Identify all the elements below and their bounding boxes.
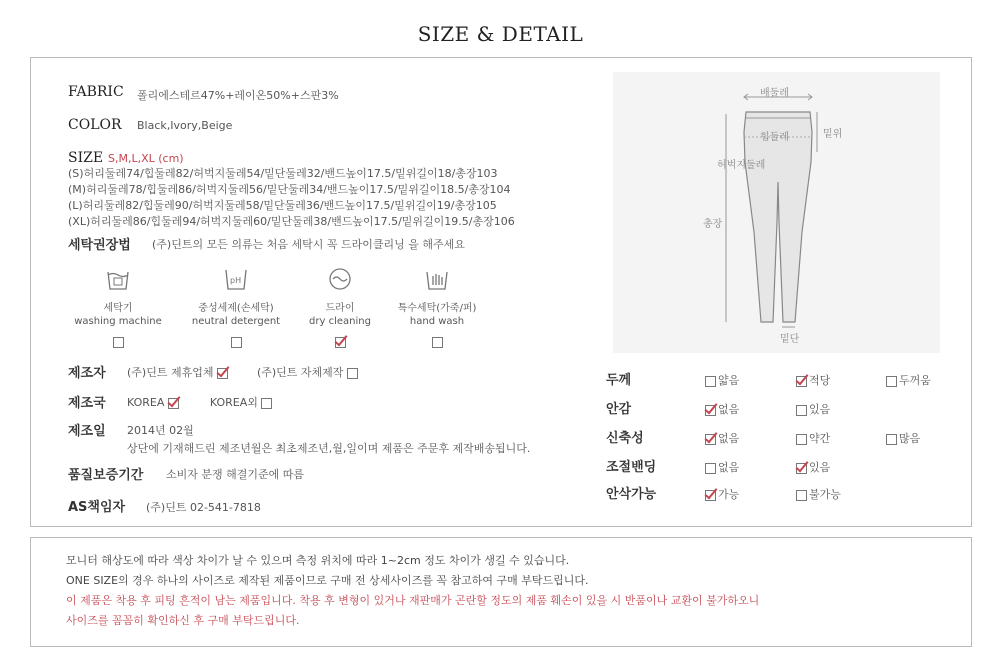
hem-label: 밑단	[780, 334, 800, 345]
prop-option: 얇음	[718, 374, 740, 387]
care-checkbox[interactable]	[335, 337, 346, 348]
leggings-diagram	[613, 72, 940, 353]
prop-option: 약간	[809, 432, 831, 445]
size-line: (S)허리둘레74/힙둘레82/허벅지둘레54/밑단둘레32/밴드높이17.5/밑위길이18/총장103	[68, 167, 498, 180]
color-value: Black,Ivory,Beige	[137, 119, 233, 132]
care-dry-cleaning	[290, 266, 390, 349]
date-label: 제조일	[68, 424, 106, 439]
date-value: 2014년 02월	[127, 424, 194, 437]
fabric-value: 폴리에스테르47%+레이온50%+스판3%	[137, 89, 339, 102]
dry-clean-icon	[327, 266, 353, 292]
prop-option: 있음	[809, 403, 831, 416]
maker-opt2: (주)딘트 자체제작	[256, 366, 344, 379]
prop-option: 없음	[718, 432, 740, 445]
hip-label: 힙둘레	[760, 132, 789, 143]
prop-checkbox[interactable]	[886, 434, 897, 445]
rise-label: 밑위	[823, 129, 843, 140]
country-opt2: KOREA외	[209, 396, 258, 409]
prop-option: 없음	[718, 461, 740, 474]
property-table	[606, 369, 946, 510]
country-options	[127, 394, 272, 410]
prop-label: 안삭가능	[606, 487, 657, 502]
country-label: 제조국	[68, 396, 106, 411]
prop-option: 많음	[899, 432, 921, 445]
prop-checkbox[interactable]	[796, 490, 807, 501]
warranty-value: 소비자 분쟁 해결기준에 따름	[166, 468, 305, 481]
prop-row	[606, 456, 946, 483]
svg-text:pH: pH	[230, 276, 242, 285]
size-value: S,M,L,XL (cm)	[108, 152, 184, 165]
prop-checkbox[interactable]	[705, 434, 716, 445]
maker-options	[127, 364, 358, 380]
washing-machine-icon	[105, 266, 131, 292]
prop-row	[606, 427, 946, 456]
care-neutral-detergent	[186, 266, 286, 349]
ph-icon	[223, 266, 249, 292]
country-opt1-checkbox[interactable]	[168, 398, 179, 409]
hand-wash-icon	[424, 266, 450, 292]
prop-row	[606, 483, 946, 510]
as-label: AS책임자	[68, 500, 126, 515]
prop-option: 있음	[809, 461, 831, 474]
maker-label: 제조자	[68, 366, 106, 381]
date-note: 상단에 기재해드린 제조년월은 최초제조년,월,일이며 제품은 주문후 제작배송됩니다.	[127, 442, 531, 455]
color-label: COLOR	[68, 117, 122, 133]
prop-checkbox[interactable]	[705, 490, 716, 501]
care-washing-machine	[68, 266, 168, 349]
wash-value: (주)딘트의 모든 의류는 처음 세탁시 꼭 드라이클리닝 을 해주세요	[152, 238, 465, 251]
notice-line: 사이즈를 꼼꼼히 확인하신 후 구매 부탁드립니다.	[66, 614, 300, 627]
wash-label: 세탁권장법	[68, 238, 131, 253]
prop-checkbox[interactable]	[796, 463, 807, 474]
prop-checkbox[interactable]	[796, 434, 807, 445]
size-line: (XL)허리둘레86/힙둘레94/허벅지둘레60/밑단둘레38/밴드높이17.5/밑위길이19.5/총장106	[68, 215, 515, 228]
page-title: SIZE & DETAIL	[417, 22, 584, 46]
prop-label: 두께	[606, 373, 632, 388]
prop-checkbox[interactable]	[705, 405, 716, 416]
care-checkbox[interactable]	[432, 337, 443, 348]
prop-label: 안감	[606, 402, 632, 417]
prop-checkbox[interactable]	[796, 405, 807, 416]
notice-line: ONE SIZE의 경우 하나의 사이즈로 제작된 제품이므로 구매 전 상세사이즈를 꼭 참고하여 구매 부탁드립니다.	[66, 574, 589, 587]
prop-row	[606, 398, 946, 427]
care-en: neutral detergent	[191, 316, 281, 327]
care-hand-wash	[387, 266, 487, 349]
care-ko: 특수세탁(가죽/퍼)	[397, 303, 477, 314]
maker-opt2-checkbox[interactable]	[347, 368, 358, 379]
waist-label: 배둘레	[760, 88, 789, 99]
notice-line: 이 제품은 착용 후 피팅 흔적이 남는 제품입니다. 착용 후 변형이 있거나 재판매가 곤란할 정도의 제품 훼손이 있을 시 반품이나 교환이 불가하오니	[66, 594, 760, 607]
prop-row	[606, 369, 946, 398]
prop-option: 없음	[718, 403, 740, 416]
care-ko: 드라이	[325, 303, 355, 314]
size-table	[68, 166, 515, 230]
maker-opt1-checkbox[interactable]	[217, 368, 228, 379]
prop-option: 가능	[718, 488, 740, 501]
care-checkbox[interactable]	[113, 337, 124, 348]
care-en: dry cleaning	[309, 316, 371, 327]
thigh-label: 허벅지둘레	[717, 160, 766, 171]
prop-option: 적당	[809, 374, 831, 387]
fabric-label: FABRIC	[68, 84, 124, 100]
leggings-drawing	[613, 72, 940, 353]
size-line: (M)허리둘레78/힙둘레86/허벅지둘레56/밑단둘레34/밴드높이17.5/밑위길이18.5/총장104	[68, 183, 511, 196]
care-checkbox[interactable]	[231, 337, 242, 348]
country-opt1: KOREA	[127, 396, 165, 409]
prop-checkbox[interactable]	[705, 376, 716, 387]
prop-checkbox[interactable]	[705, 463, 716, 474]
maker-opt1: (주)딘트 제휴업체	[127, 366, 214, 379]
prop-checkbox[interactable]	[796, 376, 807, 387]
prop-label: 조절밴딩	[606, 460, 657, 475]
care-ko: 세탁기	[103, 303, 133, 314]
notice-text	[66, 551, 759, 631]
care-en: washing machine	[74, 316, 162, 327]
prop-label: 신축성	[606, 431, 644, 446]
care-ko: 중성세제(손세탁)	[198, 303, 274, 314]
size-line: (L)허리둘레82/힙둘레90/허벅지둘레58/밑단둘레36/밴드높이17.5/밑위길이19/총장105	[68, 199, 497, 212]
prop-option: 불가능	[809, 488, 841, 501]
warranty-label: 품질보증기간	[68, 468, 144, 483]
care-en: hand wash	[409, 316, 465, 327]
prop-option: 두꺼움	[899, 374, 931, 387]
as-value: (주)딘트 02-541-7818	[146, 501, 261, 514]
notice-line: 모니터 해상도에 따라 색상 차이가 날 수 있으며 측정 위치에 따라 1~2cm 정도 차이가 생길 수 있습니다.	[66, 554, 570, 567]
prop-checkbox[interactable]	[886, 376, 897, 387]
country-opt2-checkbox[interactable]	[261, 398, 272, 409]
size-label: SIZE	[68, 150, 104, 166]
length-label: 총장	[703, 219, 723, 230]
